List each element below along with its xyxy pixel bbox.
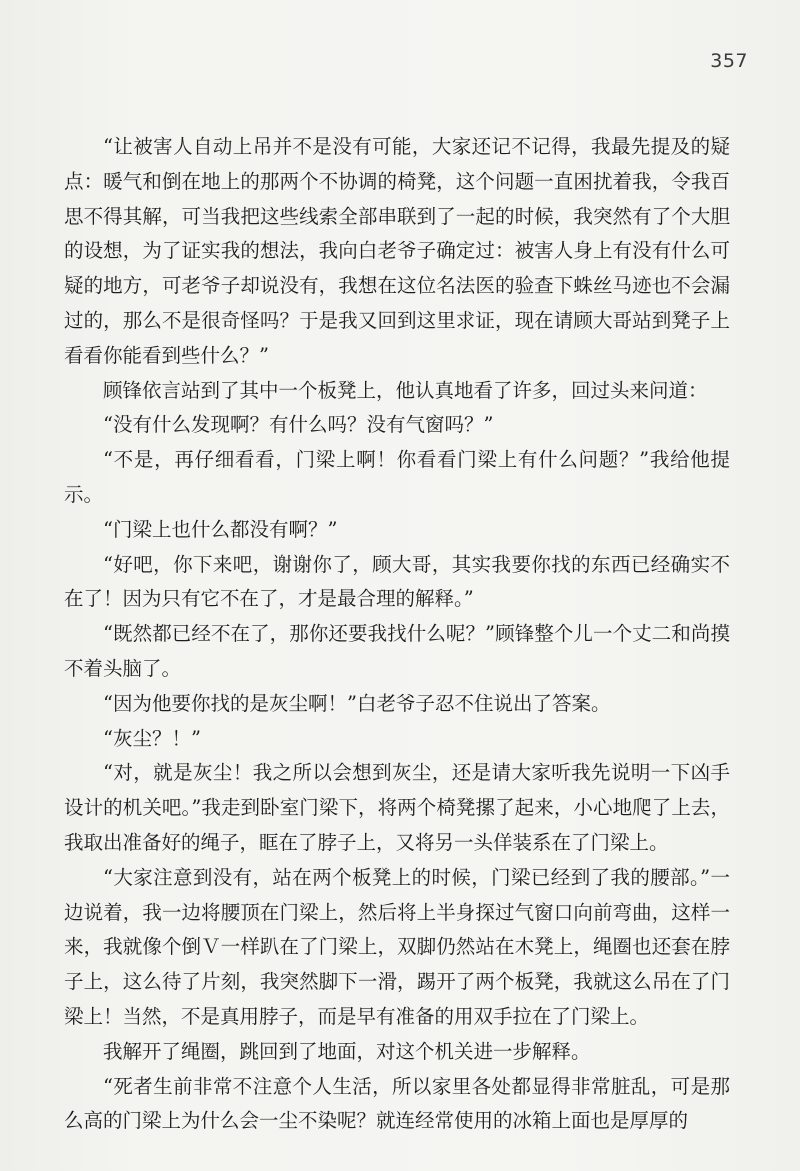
paragraph: “让被害人自动上吊并不是没有可能，大家还记不记得，我最先提及的疑点：暖气和倒在地上的那两个不协调的椅凳，这个问题一直困扰着我，令我百思不得其解，可当我把这些线索全部串联到了一起的时候，我突然有了个大胆的设想，为了证实我的想法，我向白老爷子确定过：被害人身上有没有什么可疑的地方，可老爷子却说没有，我想在这位名法医的验查下蛛丝马迹也不会漏过的，那么不是很奇怪吗？于是我又回到这里求证，现在请顾大哥站到凳子上看看你能看到些什么？” bbox=[64, 135, 730, 367]
paragraph: “好吧，你下来吧，谢谢你了，顾大哥，其实我要你找的东西已经确实不在了！因为只有它不在了，才是最合理的解释。” bbox=[64, 552, 730, 611]
paragraph: “没有什么发现啊？有什么吗？没有气窗吗？” bbox=[103, 413, 494, 437]
paragraph: “门梁上也什么都没有啊？” bbox=[103, 517, 338, 541]
paragraph: “死者生前非常不注意个人生活，所以家里各处都显得非常脏乱，可是那么高的门梁上为什么会一尘不染呢？就连经常使用的冰箱上面也是厚厚的 bbox=[64, 1074, 730, 1133]
page-number: 357 bbox=[710, 50, 748, 72]
body-text bbox=[64, 130, 730, 1139]
paragraph: “既然都已经不在了，那你还要我找什么呢？”顾锋整个儿一个丈二和尚摸不着头脑了。 bbox=[64, 622, 730, 680]
paragraph: 我解开了绳圈，跳回到了地面，对这个机关进一步解释。 bbox=[103, 1039, 591, 1063]
paragraph: “对，就是灰尘！我之所以会想到灰尘，还是请大家听我先说明一下凶手设计的机关吧。”我走到卧室门梁下，将两个椅凳摞了起来，小心地爬了上去，我取出准备好的绳子，眶在了脖子上，又将另一头佯装系在了门梁上。 bbox=[64, 761, 730, 854]
paragraph: 顾锋依言站到了其中一个板凳上，他认真地看了许多，回过头来问道： bbox=[103, 378, 708, 402]
paragraph: “灰尘？！” bbox=[103, 726, 201, 750]
paragraph: “因为他要你找的是灰尘啊！”白老爷子忍不住说出了答案。 bbox=[103, 691, 611, 715]
paragraph: “大家注意到没有，站在两个板凳上的时候，门梁已经到了我的腰部。”一边说着，我一边将腰顶在门梁上，然后将上半身探过气窗口向前弯曲，这样一来，我就像个倒Ｖ一样趴在了门梁上，双脚仍然站在木凳上，绳圈也还套在脖子上，这么待了片刻，我突然脚下一滑，踢开了两个板凳，我就这么吊在了门梁上！当然，不是真用脖子，而是早有准备的用双手拉在了门梁上。 bbox=[64, 865, 730, 1028]
paragraph: “不是，再仔细看看，门梁上啊！你看看门梁上有什么问题？”我给他提示。 bbox=[64, 448, 730, 506]
